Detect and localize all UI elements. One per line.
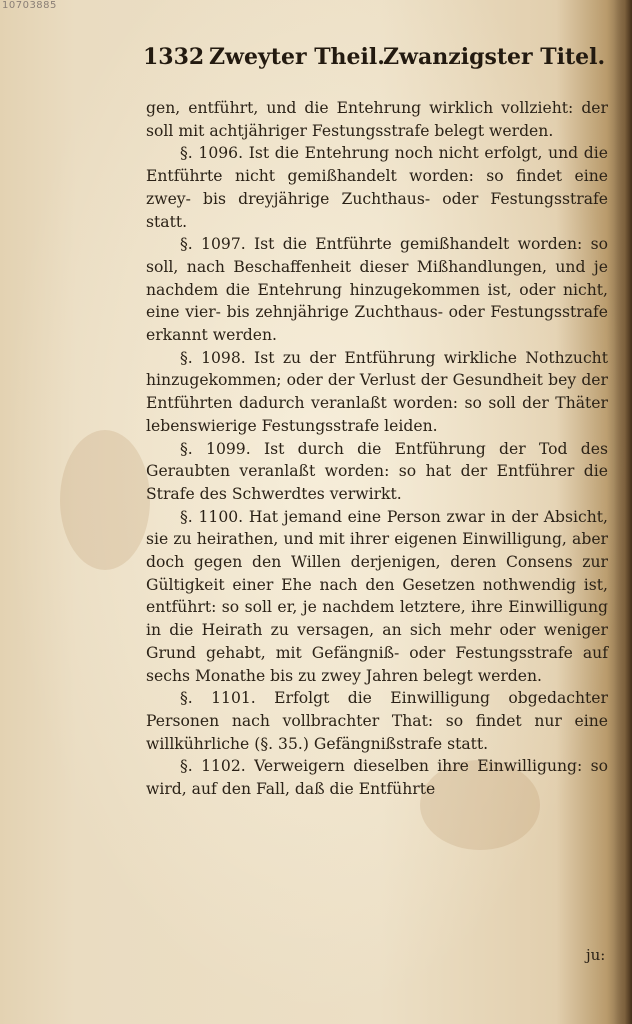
paragraph-section-1097: §. 1097. Ist die Entführte gemißhandelt worden: so soll, nach Beschaffenheit dieser Mißhandlungen, und je nachdem die Entehrung hinzugekommen ist, oder nicht, eine vier- bis zehnjährige Zuchthaus- oder Festungsstrafe erkannt werden. — [146, 235, 608, 345]
catchword: ju: — [586, 946, 606, 964]
page-number: 1332 — [143, 44, 205, 70]
paragraph: gen, entführt, und die Entehrung wirklich vollzieht: der soll mit achtjähriger Festungsstrafe belegt werden. — [146, 99, 608, 140]
paper-stain — [60, 430, 150, 570]
paragraph-section-1101: §. 1101. Erfolgt die Einwilligung obgedachter Personen nach vollbrachter That: so findet nur eine willkührliche (§. 35.) Gefängnißstrafe statt. — [146, 689, 608, 753]
running-header — [143, 44, 606, 80]
page-edge-shadow — [614, 0, 632, 1024]
paragraph-section-1096: §. 1096. Ist die Entehrung noch nicht erfolgt, und die Entführte nicht gemißhandelt worden: so findet eine zwey- bis dreyjährige Zuchthaus- oder Festungsstrafe statt. — [146, 144, 608, 231]
paragraph-section-1099: §. 1099. Ist durch die Entführung der Tod des Geraubten veranlaßt worden: so hat der Entführer die Strafe des Schwerdtes verwirkt. — [146, 439, 608, 503]
part-title: Zweyter Theil. — [209, 44, 385, 70]
paragraph-section-1102: §. 1102. Verweigern dieselben ihre Einwilligung: so wird, auf den Fall, daß die Entführte — [146, 757, 608, 799]
catalog-id: 10703885 — [2, 0, 57, 11]
paragraph-section-1100: §. 1100. Hat jemand eine Person zwar in der Absicht, sie zu heirathen, und mit ihrer eigenen Einwilligung, aber doch gegen den Willen derjenigen, deren Consens zur Gültigkeit einer Ehe nach den Gesetzen nothwendig ist, entführt: so soll er, je nachdem letztere, ihre Einwilligung in die Heirath zu versagen, an sich mehr oder weniger Grund gehabt, mit Gefängniß- oder Festungsstrafe auf sechs Monathe bis zu zwey Jahren belegt werden. — [146, 507, 608, 685]
body-text — [146, 97, 608, 801]
paragraph-section-1098: §. 1098. Ist zu der Entführung wirkliche Nothzucht hinzugekommen; oder der Verlust der Gesundheit bey der Entführten dadurch veranlaßt worden: so soll der Thäter lebenswierige Festungsstrafe leiden. — [146, 348, 608, 435]
chapter-title: Zwanzigster Titel. — [383, 44, 606, 70]
